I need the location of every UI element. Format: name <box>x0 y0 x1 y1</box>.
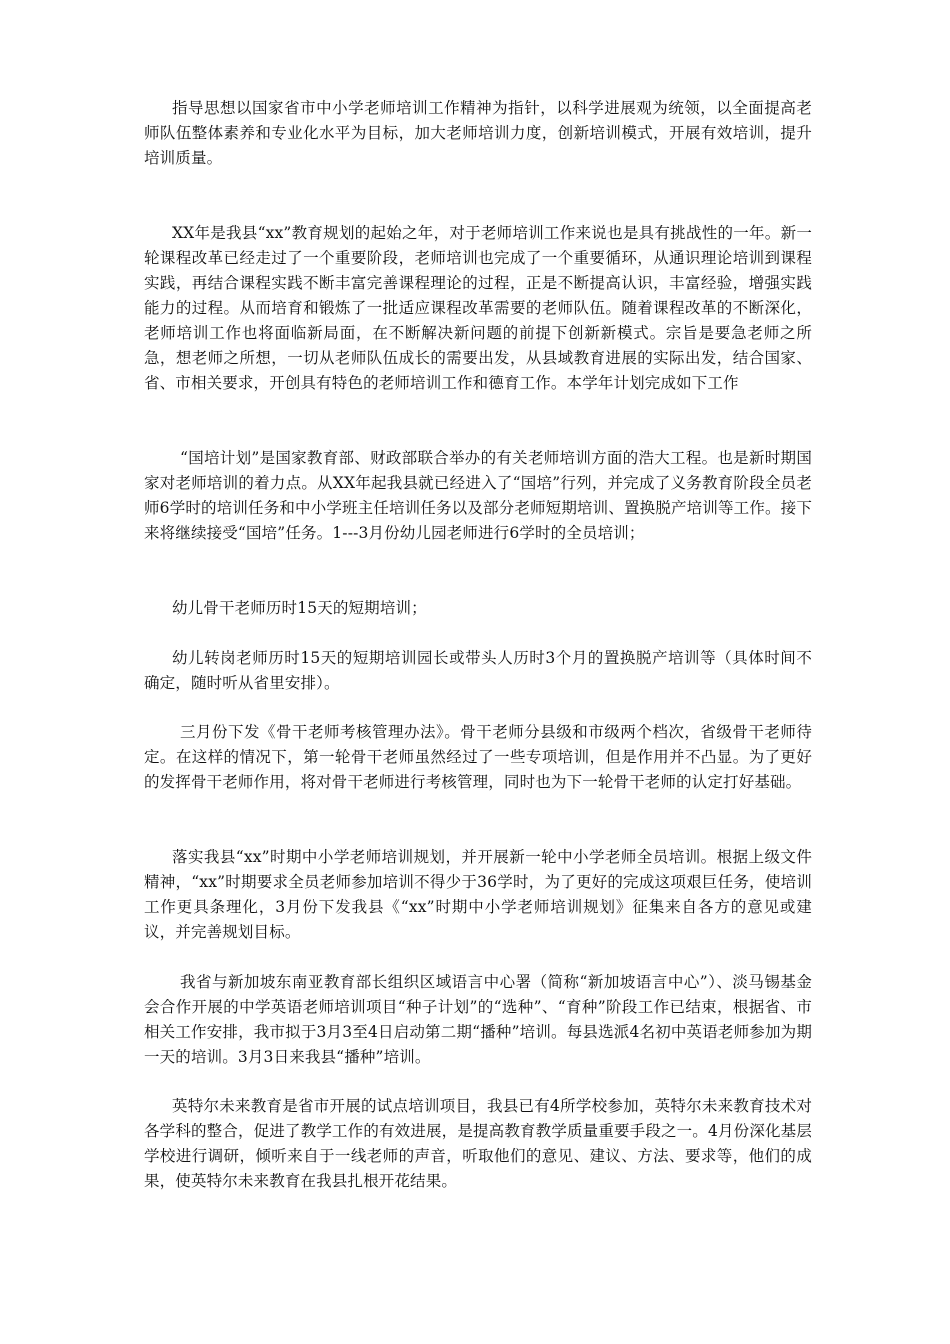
paragraph-intel-education: 英特尔未来教育是省市开展的试点培训项目，我县已有4所学校参加，英特尔未来教育技术对各学科的整合，促进了教学工作的有效进展，是提高教育教学质量重要手段之一。4月份深化基层学校进行调研，倾听来自于一线老师的声音，听取他们的意见、建议、方法、要求等，他们的成果，使英特尔未来教育在我县扎根开花结果。 <box>144 1097 812 1190</box>
paragraph-english-seed-plan: 我省与新加坡东南亚教育部长组织区域语言中心署（简称“新加坡语言中心”）、淡马锡基金会合作开展的中学英语老师培训项目“种子计划”的“选种”、“育种”阶段工作已结束，根据省、市相关工作安排，我市拟于3月3至4日启动第二期“播种”培训。每县选派4名初中英语老师参加为期一天的培训。3月3日来我县“播种”培训。 <box>144 973 812 1066</box>
paragraph-year-overview: XX年是我县“xx”教育规划的起始之年，对于老师培训工作来说也是具有挑战性的一年。新一轮课程改革已经走过了一个重要阶段，老师培训也完成了一个重要循环，从通识理论培训到课程实践，再结合课程实践不断丰富完善课程理论的过程，正是不断提高认识，丰富经验，增强实践能力的过程。从而培育和锻炼了一批适应课程改革需要的老师队伍。随着课程改革的不断深化，老师培训工作也将面临新局面，在不断解决新问题的前提下创新新模式。宗旨是要急老师之所急，想老师之所想，一切从老师队伍成长的需要出发，从县域教育进展的实际出发，结合国家、省、市相关要求，开创具有特色的老师培训工作和德育工作。本学年计划完成如下工作 <box>144 224 812 392</box>
paragraph-kindergarten-backbone: 幼儿骨干老师历时15天的短期培训； <box>172 599 427 617</box>
paragraph-kindergarten-transfer: 幼儿转岗老师历时15天的短期培训园长或带头人历时3个月的置换脱产培训等（具体时间不确定，随时听从省里安排）。 <box>144 649 812 692</box>
paragraph-backbone-assessment: 三月份下发《骨干老师考核管理办法》。骨干老师分县级和市级两个档次，省级骨干老师待定。在这样的情况下，第一轮骨干老师虽然经过了一些专项培训，但是作用并不凸显。为了更好的发挥骨干老师作用，将对骨干老师进行考核管理，同时也为下一轮骨干老师的认定打好基础。 <box>144 723 812 791</box>
paragraph-guiding-ideology: 指导思想以国家省市中小学老师培训工作精神为指针，以科学进展观为统领，以全面提高老师队伍整体素养和专业化水平为目标，加大老师培训力度，创新培训模式，开展有效培训，提升培训质量。 <box>144 99 812 167</box>
paragraph-training-plan: 落实我县“xx”时期中小学老师培训规划，并开展新一轮中小学老师全员培训。根据上级文件精神，“xx”时期要求全员老师参加培训不得少于36学时，为了更好的完成这项艰巨任务，使培训工作更具条理化，3月份下发我县《“xx”时期中小学老师培训规划》征集来自各方的意见或建议，并完善规划目标。 <box>144 848 812 941</box>
paragraph-national-training-plan: “国培计划”是国家教育部、财政部联合举办的有关老师培训方面的浩大工程。也是新时期国家对老师培训的着力点。从XX年起我县就已经进入了“国培”行列，并完成了义务教育阶段全员老师6学时的培训任务和中小学班主任培训任务以及部分老师短期培训、置换脱产培训等工作。接下来将继续接受“国培”任务。1---3月份幼儿园老师进行6学时的全员培训； <box>144 449 812 542</box>
